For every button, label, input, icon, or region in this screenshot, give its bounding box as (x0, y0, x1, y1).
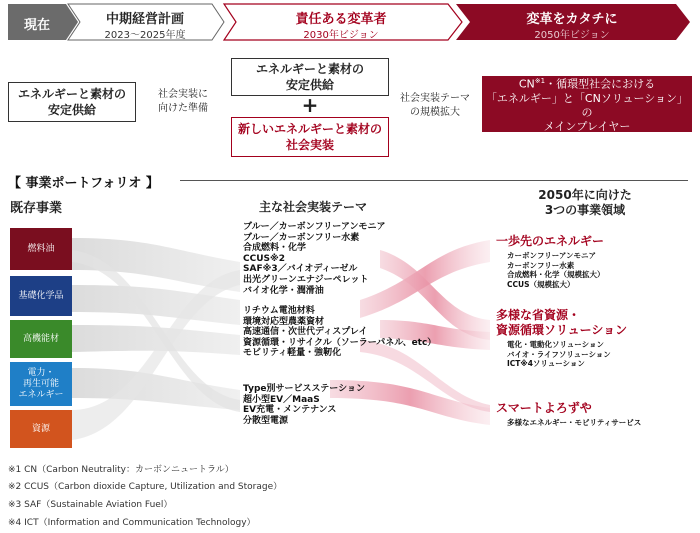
area-item: CCUS（規模拡大） (507, 279, 575, 289)
theme-item: Type別サービスステーション (243, 384, 365, 394)
existing-power-line1: 電力・ (27, 367, 55, 378)
themes-group-1 (243, 222, 385, 296)
change-sub: 2050年ビジョン (534, 30, 610, 41)
existing-resource: 資源 (10, 410, 72, 448)
existing-basic-chem: 基礎化学品 (10, 276, 72, 316)
area-yorozuya-title (496, 401, 592, 416)
theme-item: 資源循環・リサイクル（ソーラーパネル、etc） (243, 337, 437, 348)
theme-item: バイオ化学・潤滑油 (243, 285, 324, 296)
area-yorozuya-items (507, 418, 641, 428)
area-energy-title-line1: 一歩先のエネルギー (496, 234, 605, 248)
theme-item: 高速通信・次世代ディスプレイ (243, 327, 368, 338)
existing-power-renewable (10, 362, 72, 406)
arrow1-line1: 社会実装に (158, 89, 208, 100)
theme-item: 環境対応型農薬資材 (243, 316, 325, 327)
footnote-cn: ※1 CN（Carbon Neutrality：カーボンニュートラル） (8, 465, 234, 475)
themes-group-2 (243, 306, 436, 359)
arrow2-line2: の規模拡大 (410, 107, 460, 118)
theme-item: CCUS※2 (243, 253, 286, 264)
theme-item: EV充電・メンテナンス (243, 405, 337, 416)
area-item: 電化・電動化ソリューション (507, 340, 604, 349)
area-resource-title-line2: 資源循環ソリューション (496, 323, 628, 337)
theme-item: 超小型EV／MaaS (243, 394, 320, 405)
theme-item: リチウム電池材料 (243, 306, 315, 316)
area-item: カーボンフリーアンモニア (507, 251, 597, 260)
current-label: 現在 (23, 18, 50, 33)
existing-heading: 既存事業 (10, 201, 63, 216)
stable-supply-2030-line2: 安定供給 (285, 78, 334, 92)
arrow2-line1: 社会実装テーマ (400, 93, 470, 104)
arrow1-line2: 向けた準備 (158, 103, 208, 114)
areas-heading-line2: 3つの事業領域 (544, 203, 626, 217)
responsible-sub: 2030年ビジョン (303, 30, 379, 41)
footnote-ict: ※4 ICT（Information and Communication Technology） (8, 518, 256, 528)
footnote-ccus: ※2 CCUS（Carbon dioxide Capture, Utilization and Storage） (8, 482, 283, 492)
area-item: ICT※4ソリューション (507, 359, 585, 368)
theme-item: ブルー／カーボンフリー水素 (243, 232, 360, 243)
stable-supply-line2: 安定供給 (47, 103, 96, 117)
existing-oil: 燃料油 (10, 228, 72, 270)
theme-item: 合成燃料・化学 (243, 243, 307, 254)
theme-item: ブルー／カーボンフリーアンモニア (243, 222, 386, 232)
theme-item: 出光グリーンエナジーペレット (243, 274, 369, 285)
stable-supply-line1: エネルギーと素材の (17, 87, 126, 101)
themes-heading: 主な社会実装テーマ (258, 200, 367, 214)
themes-group-3 (243, 384, 365, 426)
ribbon-power (72, 368, 240, 410)
area-item: 多様なエネルギー・モビリティサービス (507, 418, 642, 427)
areas-heading-line1: 2050年に向けた (538, 188, 632, 202)
main-player-line3: メインプレイヤー (543, 119, 631, 133)
new-energy-line2: 社会実装 (285, 138, 334, 152)
portfolio-title: 【 事業ポートフォリオ 】 (8, 176, 159, 191)
area-resource-title-line1: 多様な省資源・ (496, 308, 581, 322)
midterm-period: 2023〜2025年度 (104, 30, 186, 41)
midterm-title: 中期経営計画 (105, 12, 184, 27)
area-energy-title (496, 234, 604, 249)
responsible-title: 責任ある変革者 (295, 12, 387, 27)
existing-power-line2: 再生可能 (22, 378, 59, 389)
area-resource-title (496, 308, 627, 338)
existing-power-line3: エネルギー (18, 389, 64, 400)
existing-functional-material: 高機能材 (10, 320, 72, 358)
new-energy-line1: 新しいエネルギーと素材の (237, 122, 382, 136)
area-item: カーボンフリー水素 (507, 260, 575, 270)
change-title: 変革をカタチに (526, 12, 618, 27)
theme-item: 分散型電源 (243, 415, 289, 426)
main-player-line2: 「エネルギー」と「CNソリューション」の (485, 91, 689, 119)
footnote-saf: ※3 SAF（Sustainable Aviation Fuel） (8, 500, 173, 510)
area-item: バイオ・ライフソリューション (507, 349, 611, 359)
area-resource-items (507, 340, 611, 369)
area-energy-items (507, 251, 605, 289)
area-yorozuya-title-line1: スマートよろずや (496, 401, 592, 415)
theme-item: モビリティ軽量・強靭化 (243, 348, 342, 359)
theme-item: SAF※3／バイオディーゼル (243, 264, 358, 275)
main-player-line1: CN$^{※1}$・循環型社会における (518, 77, 656, 91)
stable-supply-2030-line1: エネルギーと素材の (255, 62, 364, 76)
area-item: 合成燃料・化学（規模拡大） (507, 270, 605, 279)
plus-sign: + (301, 93, 319, 117)
